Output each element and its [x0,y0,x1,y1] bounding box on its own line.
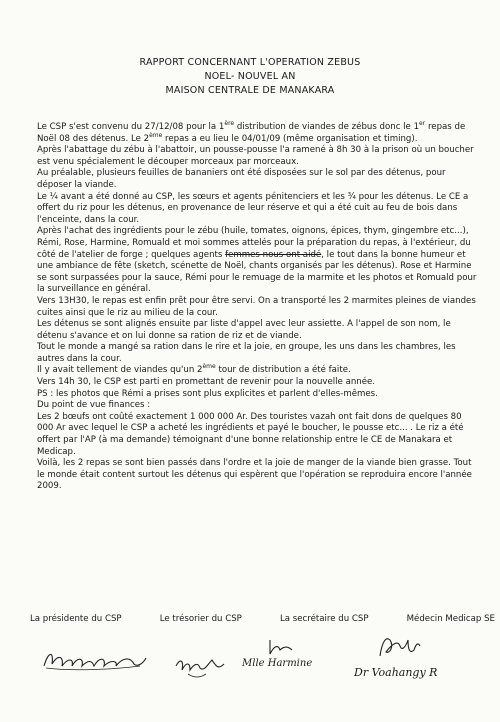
paragraph: Les 2 bœufs ont coûté exactement 1 000 000 Ar. Des touristes vazah ont fait dons de quelques 80 000 Ar avec lequel le CSP a acheté les ingrédients et payé le boucher, le pousse etc... . Le riz a été offert par l'AP (à ma demande) témoignant d'une bonne relationship entre le CE de Manakara et Medicap. [37,411,464,457]
struck-text: femmes nous ont aidé [225,249,322,260]
signature-president [40,644,150,674]
signature-label: Médecin Medicap SE [406,614,495,624]
signature-label: Le trésorier du CSP [159,614,242,624]
paragraph: Vers 13H30, le repas est enfin prêt pour être servi. On a transporté les 2 marmites pleines de viandes cuites ainsi que le riz au milieu de la cour. [37,295,476,318]
signature-doctor-text: Dr Voahangy R [354,666,438,679]
report-location: MAISON CENTRALE DE MANAKARA [165,85,335,96]
report-body [37,122,477,493]
signature-labels [30,614,495,624]
paragraph: Voilà, les 2 repas se sont bien passés dans l'ordre et la joie de manger de la viande bien grasse. Tout le monde était content surtout les détenus qui espèrent que l'opération se reproduira encore l'année 2009. [37,458,472,492]
paragraph: Après l'achat des ingrédients pour le zébu (huile, tomates, oignons, épices, thym, gingembre etc...), Rémi, Rose, Harmine, Romuald et moi sommes attelés pour la préparation du repas, à l'extérieur, du côté de l'atelier de forge ; quelques agents femmes nous ont aidé, le tout dans la bonne humeur et une ambiance de fête (sketch, scénette de Noël, chants organisés par les détenus). Rose et Harmine se sont surpassées pour la sauce, Rémi pour le remuage de la marmite et les photos et Romuald pour la surveillance en général. [37,226,477,295]
signature-secretary [240,636,330,682]
paragraph: Au préalable, plusieurs feuilles de bananiers ont été disposées sur le sol par des détenus, pour déposer la viande. [37,168,446,190]
signature-label: La secrétaire du CSP [279,614,369,624]
paragraph: Vers 14h 30, le CSP est parti en promettant de revenir pour la nouvelle année. [37,377,376,388]
paragraph: PS : les photos que Rémi a prises sont plus explicites et parlent d'elles-mêmes. [37,388,378,399]
paragraph: Après l'abattage du zébu à l'abattoir, un pousse-pousse l'a ramené à 8h 30 à la prison où un boucher est venu spécialement le découper morceaux par morceaux. [37,145,474,167]
paragraph: Les détenus se sont alignés ensuite par liste d'appel avec leur assiette. A l'appel de son nom, le détenu s'avance et on lui donne sa ration de riz et de viande. [37,319,451,341]
report-title: RAPPORT CONCERNANT L'OPERATION ZEBUS [139,57,361,68]
paragraph: Il y avait tellement de viandes qu'un 2ème tour de distribution a été faite. [37,363,351,376]
signature-treasurer [172,648,232,682]
signature-label: La présidente du CSP [30,614,122,624]
report-subtitle: NOEL- NOUVEL AN [204,71,296,82]
paragraph: Le ¼ avant a été donné au CSP, les sœurs et agents pénitenciers et les ¾ pour les détenus. Le CE a offert du riz pour les détenus, en provenance de leur réserve et qui a été cuit au feu de bois dans l'enceinte, dans la cour. [37,191,469,225]
signature-secretary-text: Mlle Harmine [242,658,313,669]
paragraph: Tout le monde a mangé sa ration dans le rire et la joie, en groupe, les uns dans les chambres, les autres dans la cour. [37,342,456,364]
paragraph: Du point de vue finances : [37,400,151,411]
paragraph: Le CSP s'est convenu du 27/12/08 pour la 1ère distribution de viandes de zébus donc le 1er repas de Noël 08 des détenus. Le 2ème repas a eu lieu le 04/01/09 (même organisation et timing). [37,120,466,144]
signature-doctor [350,632,480,679]
